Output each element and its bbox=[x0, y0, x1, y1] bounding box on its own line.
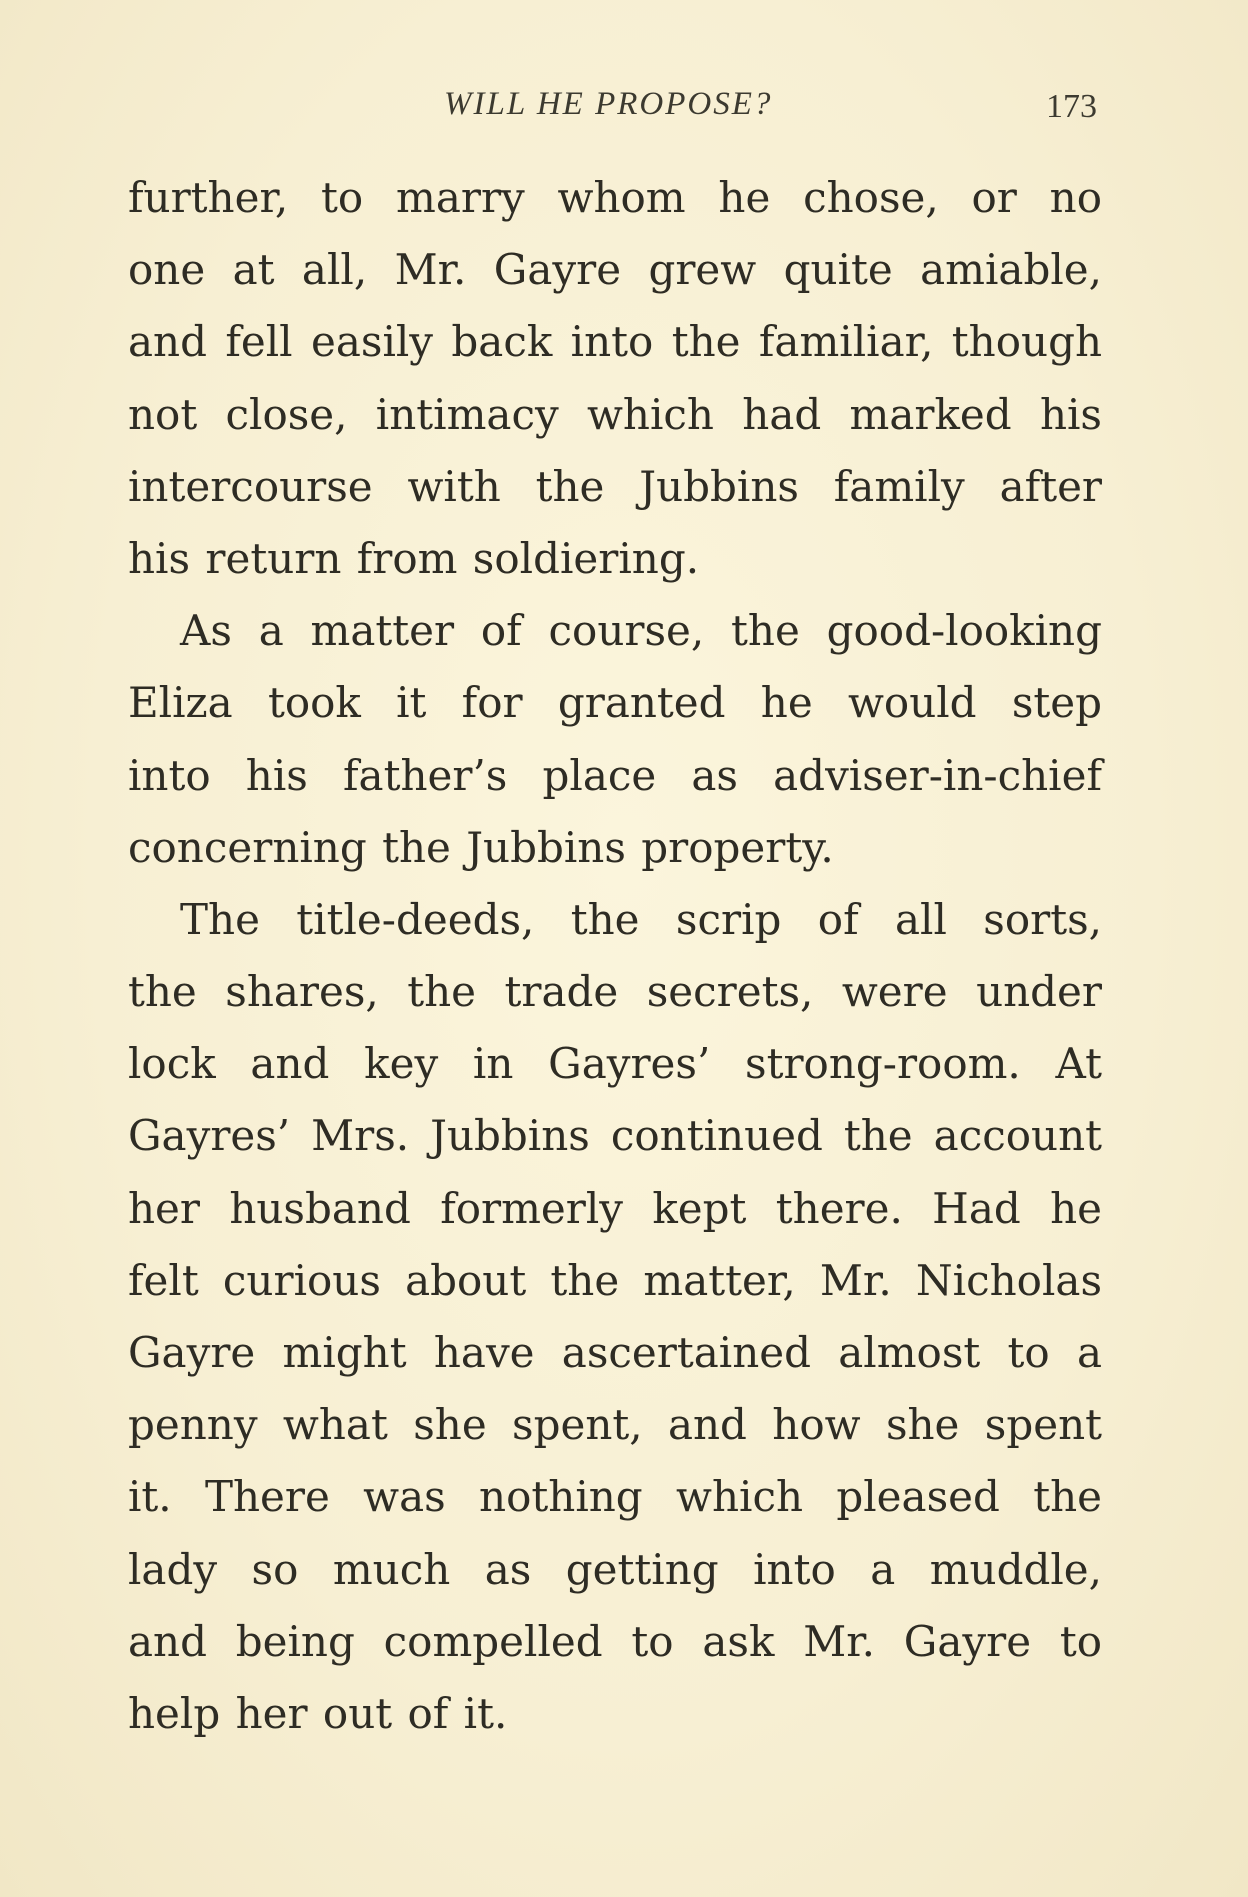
text-line: it. There was nothing which pleased the bbox=[128, 1472, 1102, 1522]
text-line: one at all, Mr. Gayre grew quite amiable, bbox=[128, 245, 1102, 295]
running-head-title: WILL HE PROPOSE? bbox=[444, 86, 773, 122]
text-line: help her out of it. bbox=[128, 1688, 508, 1738]
text-line: Eliza took it for granted he would step bbox=[128, 678, 1102, 728]
text-line: the shares, the trade secrets, were under bbox=[128, 967, 1102, 1017]
text-line: and being compelled to ask Mr. Gayre to bbox=[128, 1616, 1102, 1666]
text-line: lady so much as getting into a muddle, bbox=[128, 1544, 1102, 1594]
text-line: and fell easily back into the familiar, though bbox=[128, 317, 1102, 367]
text-line: concerning the Jubbins property. bbox=[128, 822, 834, 872]
text-line: felt curious about the matter, Mr. Nicholas bbox=[128, 1255, 1102, 1305]
text-line: Gayre might have ascertained almost to a bbox=[128, 1328, 1102, 1377]
text-line: her husband formerly kept there. Had he bbox=[128, 1183, 1102, 1233]
text-line: Gayres’ Mrs. Jubbins continued the account bbox=[128, 1111, 1102, 1161]
text-line: lock and key in Gayres’ strong-room. At bbox=[128, 1039, 1102, 1089]
text-line: As a matter of course, the good-looking bbox=[180, 606, 1102, 656]
text-line: intercourse with the Jubbins family after bbox=[128, 461, 1102, 511]
text-line: into his father’s place as adviser-in-chief bbox=[128, 750, 1102, 800]
text-line: further, to marry whom he chose, or no bbox=[128, 173, 1102, 222]
page-number: 173 bbox=[1046, 88, 1097, 125]
text-line: The title-deeds, the scrip of all sorts, bbox=[180, 894, 1102, 944]
body-text bbox=[128, 162, 1102, 1750]
text-line: his return from soldiering. bbox=[128, 533, 700, 583]
running-head bbox=[0, 86, 1248, 136]
text-line: penny what she spent, and how she spent bbox=[128, 1400, 1102, 1450]
text-line: not close, intimacy which had marked his bbox=[128, 389, 1102, 439]
